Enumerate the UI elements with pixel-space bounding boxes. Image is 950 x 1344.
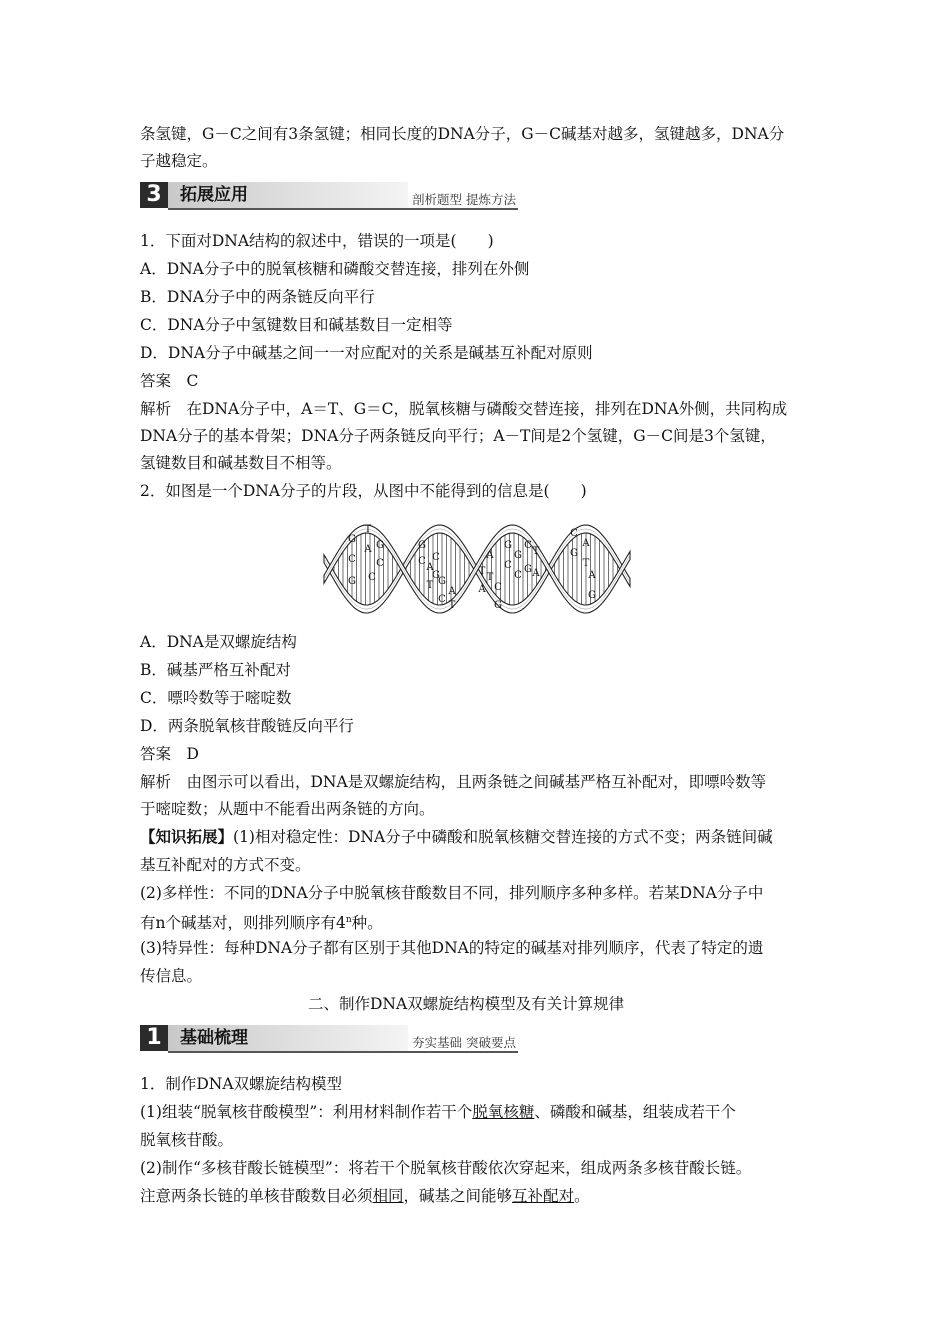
model-p1-line-2: 脱氧核苷酸。 [140, 1131, 234, 1149]
q2-analysis-2: 于嘧啶数；从题中不能看出两条链的方向。 [140, 800, 435, 818]
q1-analysis-1: 解析 在DNA分子中，A＝T、G＝C，脱氧核糖与磷酸交替连接，排列在DNA外侧，共同构成 [140, 400, 788, 418]
knowledge-line-3: (2)多样性：不同的DNA分子中脱氧核苷酸数目不同，排列顺序多种多样。若某DNA分子中 [140, 884, 764, 902]
q1-stem: 1．下面对DNA结构的叙述中，错误的一项是( ) [140, 232, 494, 250]
q1-option-a: A．DNA分子中的脱氧核糖和磷酸交替连接，排列在外侧 [140, 260, 530, 278]
base-letter: G [588, 590, 596, 601]
knowledge-line-6: 传信息。 [140, 967, 203, 985]
model-p2-text-c: ，碱基之间能够 [403, 1187, 513, 1205]
base-letter: G [348, 534, 356, 545]
model-p1-text-a: (1)组装“脱氧核苷酸模型”：利用材料制作若干个 [140, 1103, 473, 1121]
base-letter: C [348, 554, 356, 565]
model-p2-line-2 [140, 1186, 590, 1206]
q2-option-d: D．两条脱氧核苷酸链反向平行 [140, 717, 354, 735]
base-letter: G [376, 540, 384, 551]
model-p2-text-b: 注意两条长链的单核苷酸数目必须 [140, 1187, 373, 1205]
banner-title: 基础梳理 [180, 1028, 248, 1048]
base-letter: C [368, 572, 376, 583]
base-letter: T [448, 600, 456, 611]
banner-number: 3 [140, 182, 168, 208]
knowledge-line-2: 基互补配对的方式不变。 [140, 856, 311, 874]
base-letter: C [418, 556, 426, 567]
base-letter: T [478, 566, 486, 577]
section-banner-basics [140, 1025, 518, 1055]
base-letter: A [486, 550, 494, 561]
base-letter: C [438, 594, 446, 605]
q1-analysis-3: 氢键数目和碱基数目不相等。 [140, 454, 342, 472]
base-letter: C [514, 570, 522, 581]
knowledge-text-4a: 有n个碱基对，则排列顺序有4 [140, 914, 346, 933]
knowledge-line-5: (3)特异性：每种DNA分子都有区别于其他DNA的特定的碱基对排列顺序，代表了特定的遗 [140, 939, 764, 957]
q1-option-d: D．DNA分子中碱基之间一一对应配对的关系是碱基互补配对原则 [140, 344, 593, 362]
base-letter: T [486, 572, 494, 583]
banner-subtitle: 剖析题型 提炼方法 [412, 192, 516, 207]
model-p2-text-d: 。 [574, 1187, 590, 1205]
knowledge-line-4 [140, 910, 383, 933]
q1-answer: 答案 C [140, 372, 199, 390]
base-letter: A [532, 568, 540, 579]
intro-line-2: 子越稳定。 [140, 152, 218, 170]
banner-rule [168, 1051, 518, 1053]
dna-double-helix-figure [322, 518, 632, 620]
base-letter: C [432, 552, 440, 563]
base-letter: T [364, 524, 372, 535]
blank-answer-deoxyribose: 脱氧核糖 [472, 1103, 535, 1121]
base-letter: G [524, 564, 532, 575]
knowledge-text-4b: 种。 [351, 914, 383, 933]
base-letter: C [524, 540, 532, 551]
base-letter: T [582, 558, 590, 569]
knowledge-tag: 【知识拓展】 [140, 827, 234, 846]
base-letter: G [418, 540, 426, 551]
banner-subtitle: 夯实基础 突破要点 [412, 1035, 516, 1050]
q2-answer: 答案 D [140, 745, 199, 763]
banner-rule [168, 208, 518, 210]
base-letter: A [582, 538, 590, 549]
q2-stem: 2．如图是一个DNA分子的片段，从图中不能得到的信息是( ) [140, 482, 587, 500]
base-letter: T [532, 546, 540, 557]
blank-answer-complementary: 互补配对 [512, 1187, 575, 1205]
q1-option-b: B．DNA分子中的两条链反向平行 [140, 288, 375, 306]
base-letter: C [494, 582, 502, 593]
base-letter: A [426, 562, 434, 573]
q2-option-a: A．DNA是双螺旋结构 [140, 633, 297, 651]
base-letter: G [438, 576, 446, 587]
base-letter: G [570, 548, 578, 559]
base-letter: G [432, 570, 440, 581]
base-letter: A [478, 584, 486, 595]
base-letter: C [504, 560, 512, 571]
base-letter: G [514, 550, 522, 561]
base-letter: C [570, 528, 578, 539]
base-letter: A [448, 586, 456, 597]
q1-option-c: C．DNA分子中氢键数目和碱基数目一定相等 [140, 316, 453, 334]
q2-analysis-1: 解析 由图示可以看出，DNA是双螺旋结构，且两条链之间碱基严格互补配对，即嘌呤数等 [140, 773, 767, 791]
base-letter: G [348, 576, 356, 587]
section-banner-extension [140, 182, 518, 212]
intro-line-1: 条氢键，G－C之间有3条氢键；相同长度的DNA分子，G－C碱基对越多，氢键越多，DNA分 [140, 125, 785, 143]
base-letter: A [588, 570, 596, 581]
model-p2-line-1: (2)制作“多核苷酸长链模型”：将若干个脱氧核苷酸依次穿起来，组成两条多核苷酸长链。 [140, 1159, 752, 1177]
base-letter: C [376, 558, 384, 569]
superscript-n: n [345, 915, 352, 925]
q1-analysis-2: DNA分子的基本骨架；DNA分子两条链反向平行；A－T间是2个氢键，G－C间是3个氢键， [140, 427, 776, 445]
model-p1-text-b: 、磷酸和碱基，组装成若干个 [534, 1103, 736, 1121]
base-letter: G [504, 540, 512, 551]
q2-option-b: B．碱基严格互补配对 [140, 661, 291, 679]
q2-option-c: C．嘌呤数等于嘧啶数 [140, 689, 292, 707]
knowledge-text-1: (1)相对稳定性：DNA分子中磷酸和脱氧核糖交替连接的方式不变；两条链间碱 [233, 828, 773, 846]
base-letter: T [426, 580, 434, 591]
base-letter: A [364, 544, 372, 555]
knowledge-line-1 [140, 827, 773, 847]
base-letter: G [494, 600, 502, 611]
model-title: 1．制作DNA双螺旋结构模型 [140, 1075, 343, 1093]
section-heading: 二、制作DNA双螺旋结构模型及有关计算规律 [308, 995, 625, 1013]
banner-title: 拓展应用 [180, 185, 248, 205]
banner-number: 1 [140, 1025, 168, 1051]
model-p1-line-1 [140, 1102, 736, 1122]
blank-answer-same: 相同 [372, 1187, 404, 1205]
